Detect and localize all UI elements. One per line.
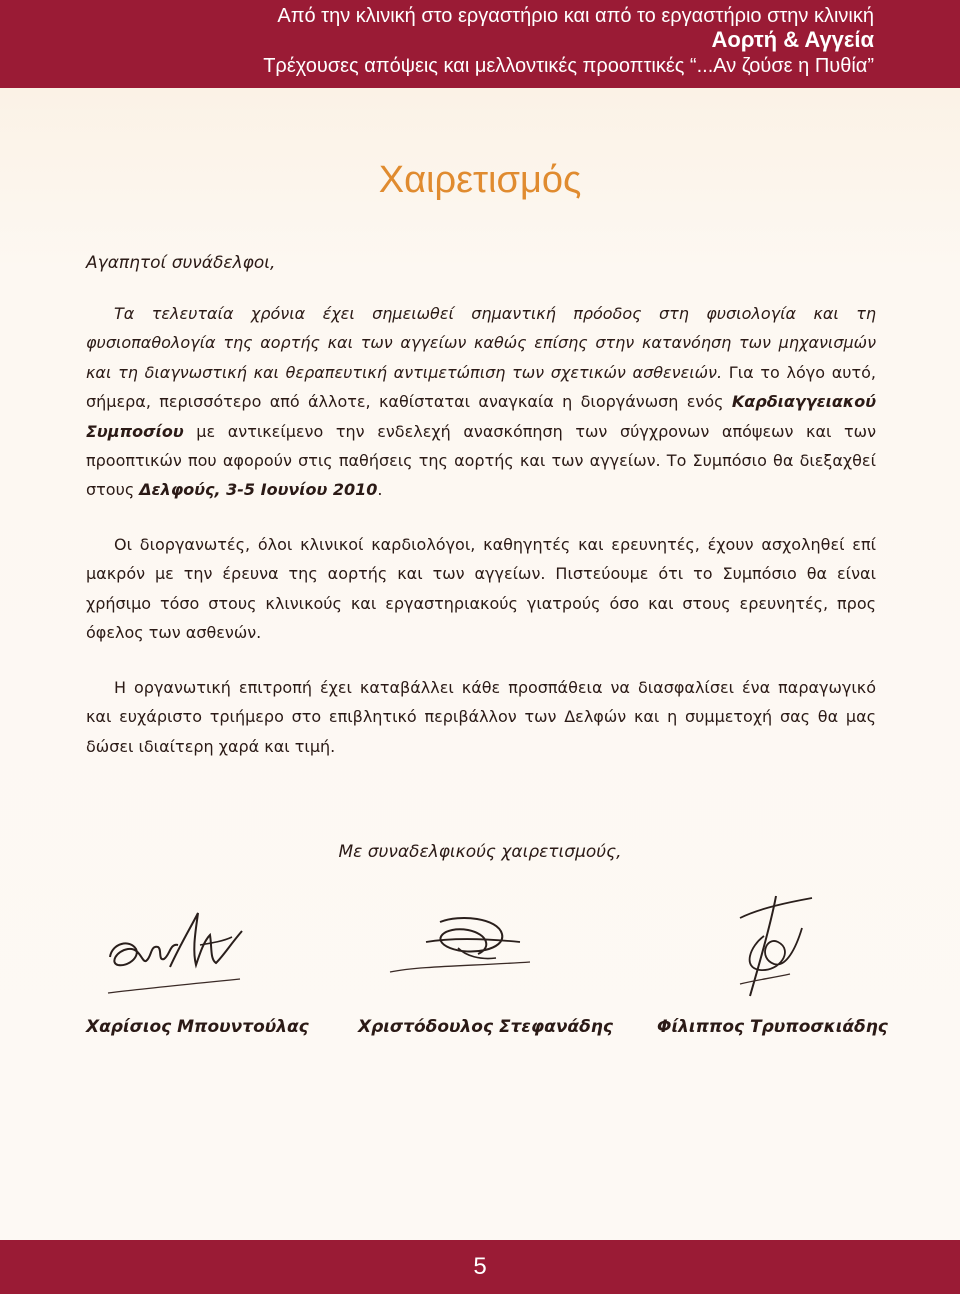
paragraph-2 (86, 530, 876, 648)
paragraph-2-text: Οι διοργανωτές, όλοι κλινικοί καρδιολόγοι, καθηγητές και ερευνητές, έχουν ασχοληθεί επί μακρόν με την έρευνα της αορτής και των αγγείων. Πιστεύουμε ότι το Συμπόσιο θα είναι χρήσιμο τόσο στους κλινικούς και εργαστηριακούς γιατρούς όσο και στους ερευνητές, προς όφελος των ασθενών. (86, 535, 876, 643)
page-footer (0, 1240, 960, 1294)
page-header (0, 0, 960, 88)
closing-line: Με συναδελφικούς χαιρετισμούς, (338, 842, 622, 862)
paragraph-3-text: Η οργανωτική επιτροπή έχει καταβάλλει κάθε προσπάθεια να διασφαλίσει ένα παραγωγικό και ευχάριστο τριήμερο στο επιβλητικό περιβάλλον των Δελφών και η συμμετοχή σας θα μας δώσει ιδιαίτερη χαρά και τιμή. (86, 678, 876, 756)
signature-2 (380, 908, 540, 998)
page-title: Χαιρετισμός (378, 159, 582, 201)
header-subtitle: Τρέχουσες απόψεις και μελλοντικές προοπτικές “...Αν ζούσε η Πυθία” (263, 55, 874, 77)
salutation: Αγαπητοί συνάδελφοι, (86, 253, 276, 273)
signer-name-3: Φίλιππος Τρυποσκιάδης (657, 1017, 888, 1037)
paragraph-1 (86, 299, 876, 505)
signature-3 (720, 888, 820, 1008)
symposium-venue-date: Δελφούς, 3-5 Ιουνίου 2010 (139, 480, 378, 500)
header-line-1: Από την κλινική στο εργαστήριο και από το εργαστήριο στην κλινική (277, 5, 874, 27)
signer-name-1: Χαρίσιος Μπουντούλας (86, 1017, 309, 1037)
header-title: Αορτή & Αγγεία (711, 27, 874, 52)
paragraph-3 (86, 673, 876, 761)
paragraph-1-text: Για το λόγο αυτό, σήμερα, περισσότερο από άλλοτε, καθίσταται αναγκαία η διοργάνωση ενός (86, 362, 877, 412)
paragraph-1-intro: Τα τελευταία χρόνια έχει σημειωθεί σημαντική πρόοδος στη φυσιολογία και τη φυσιοπαθολογία της αορτής και των αγγείων καθώς επίσης στην κατανόηση των μηχανισμών και τη διαγνωστική και θεραπευτική αντιμετώπιση των σχετικών ασθενειών. (86, 304, 876, 382)
signer-name-2: Χριστόδουλος Στεφανάδης (358, 1017, 613, 1037)
symposium-name: Καρδιαγγειακού Συμποσίου (86, 392, 876, 441)
page-number: 5 (473, 1253, 487, 1280)
paragraph-1-text-2: με αντικείμενο την ενδελεχή ανασκόπηση των σύγχρονων απόψεων και των προοπτικών που αφορούν στις παθήσεις της αορτής και των αγγείων. Το Συμπόσιο θα διεξαχθεί στους (86, 421, 876, 500)
signature-1 (100, 905, 250, 1005)
paragraph-1-end: . (377, 480, 383, 500)
